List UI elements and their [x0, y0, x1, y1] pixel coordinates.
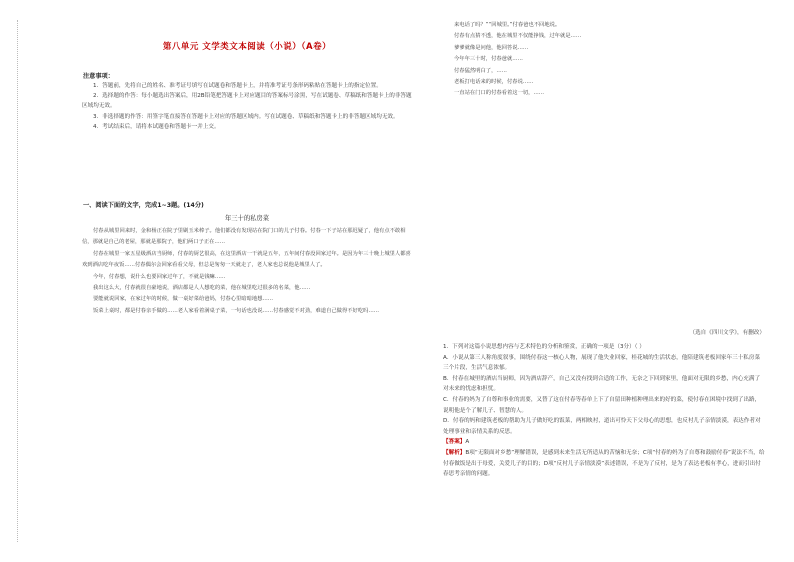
notice-heading: 注意事项： — [83, 73, 114, 80]
answer-label: 【答案】 — [443, 439, 466, 446]
binding-margin — [17, 20, 24, 542]
answer-line — [443, 437, 765, 448]
notice-item: 4．考试结束后，请将本试题卷和答题卡一并上交。 — [93, 123, 220, 130]
analysis-text: B项“无限面对乡愁”理解错误，是感到未来生活无所适从的苦恼和无奈；C项“付春的妈为了自尊和鼓励付春”说法不当，给付春做饭是出于母爱，关爱儿子的目的；D项“反衬儿子亲情淡漠”表述错误，不是为了反衬，是为了表达老板有孝心，进而引出付春思考亲情的问题。 — [443, 449, 765, 478]
story-paragraph: 付春有点猜不透，他在城里不仅能挣钱，过年就是…… — [454, 33, 582, 40]
story-paragraph: 爹爹就像是问他，他回答说…… — [454, 44, 529, 51]
story-paragraph: 饭菜上桌时，都是付春亲手做的……老人家看着满桌子菜，一句话也没说……付春感觉不对劲，难道自己做得不好吃吗…… — [93, 307, 380, 314]
story-title: 年三十的私房菜 — [224, 215, 270, 222]
section-heading: 一、阅读下面的文字，完成1~3题。(14分) — [83, 202, 204, 209]
question-option-d: D．付春的妈和建筑老板的帮助为儿子做好吃的饭菜，两相映衬，道出可怜天下父母心的思想，也反衬儿子亲情淡漠，表达作者对处理事业和亲情关系的反思。 — [443, 418, 761, 435]
question-option-b: B．付春在城里的酒店当厨师，因为酒店辞产，自己又没有找到合适的工作，无奈之下回到家里，他面对无限的乡愁，内心充满了对未来的忧虑和担忧。 — [443, 375, 761, 393]
source-citation: （选自《四川文学》，有删改） — [689, 330, 765, 336]
story-paragraph: 来电话了吗？”“回城里。”付春爸也不回地说。 — [454, 22, 561, 28]
story-paragraph: 要能就说回家，在家过年的时候，做一桌好菜给爸妈，付春心里暗暗地想…… — [93, 296, 274, 303]
notice-item: 2．选择题的作答：每小题选出答案后，用2B铅笔把答题卡上对应题目的答案标号涂黑，写在试题卷、草稿纸和答题卡上的非答题区域均无效。 — [82, 93, 412, 110]
story-paragraph: 我出这么大，付春就很自豪地说，酒店都是人人想吃的菜，他在城里吃过很多的名菜，他…… — [93, 285, 311, 292]
notice-item: 1．答题前，先将自己的姓名、准考证号填写在试题卷和答题卡上，并将准考证号条形码粘贴在答题卡上的指定位置。 — [93, 83, 382, 89]
question-option-a: A．小说从第三人称角度叙事，围绕付春这一核心人物，展现了他失业回家，桂花城的生活状态，他陪建筑老板回家年三十私房菜三个片段，生活气息浓郁。 — [443, 354, 761, 372]
story-paragraph: 老板打电话来的时候，付春说…… — [454, 79, 534, 86]
story-paragraph: 今年，付春想，说什么也要回家过年了，不就是钱嘛…… — [93, 273, 226, 280]
analysis-label: 【解析】 — [443, 449, 466, 456]
question-stem: 1．下列对这篇小说思想内容与艺术特色的分析和鉴赏，正确的一项是（3分）（ ） — [443, 344, 645, 350]
notice-item: 3．非选择题的作答：用签字笔直接答在答题卡上对应的答题区域内。写在试题卷、草稿纸和答题卡上的非答题区域均无效。 — [93, 113, 399, 120]
page-title: 第八单元 文学类文本阅读（小说）（A卷） — [162, 42, 332, 52]
analysis-line — [443, 448, 765, 480]
question-option-c: C．付春的妈为了自尊和事业的需要，又替了这在付春等春单上下了自留田种植种理出来的好的菜，使付春在困境中找到了出路，说明他是个了解儿子、智慧的人。 — [443, 396, 761, 414]
story-paragraph: 付春在城里一家五星级酒店当厨师，付春的厨艺很高，在这里酒店一干就是五年，五年间付春没回家过年。是因为年三十晚上城里人都喜欢到酒店吃年夜饭……付春偶尔会回家看看父母，但总是匆匆一天就走了，老人家也总说他是城里人了。 — [82, 250, 411, 269]
story-paragraph: 付春从城里回来时，金和杨正在院子里刷玉米棒子。他们都没有发现站在院门口的儿子付春。付春一下子站在那迟疑了，他有点不敢相信，那就是自己的老屋，那就是那院子，他们两口子正在…… — [82, 228, 406, 246]
story-paragraph: 今年年三十时，付春爸就…… — [454, 56, 523, 63]
story-paragraph: 一直站在门口的付春看着这一切，…… — [454, 90, 545, 97]
story-paragraph: 付春猛然明白了，…… — [454, 67, 507, 74]
answer-value: A — [465, 439, 470, 446]
